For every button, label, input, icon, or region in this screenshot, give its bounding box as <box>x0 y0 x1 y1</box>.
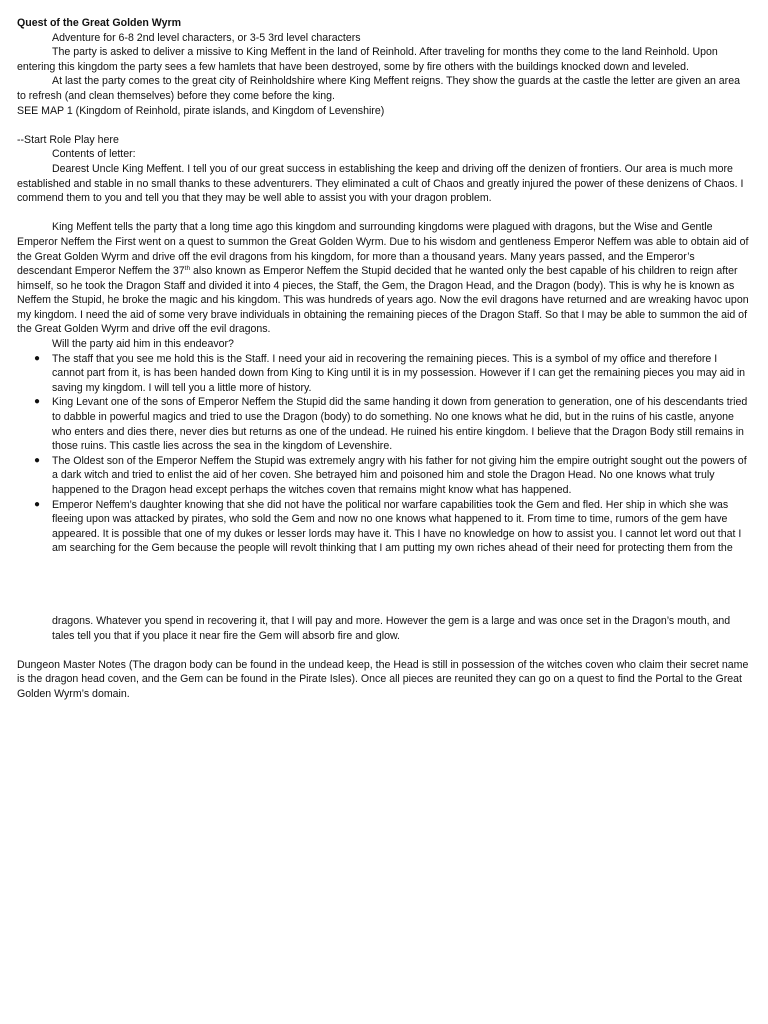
bullet-icon: ● <box>34 498 41 510</box>
bullet-continuation: dragons. Whatever you spend in recovering it, that I will pay and more. However the gem is a large and was once set in the Dragon’s mouth, and tales tell you that if you place it near fire the Gem will absorb fire and glow. <box>52 614 731 642</box>
bullet-icon: ● <box>34 352 41 364</box>
document-page <box>17 16 751 702</box>
bullet-item-levant <box>17 395 751 453</box>
blank-line <box>17 206 751 221</box>
bullet-text: King Levant one of the sons of Emperor Neffem the Stupid did the same handing it down from generation to generation, one of his descendants tried to dabble in powerful magics and tried to use the Dragon (body) to do something. No one knows what he did, but in the ruins of his castle, anyone who enters and dies there, never dies but returns as one of the undead. He ruined his entire kingdom. I believe that the Dragon Body still remains in those ruins. This castle lies across the sea in the kingdom of Levenshire. <box>52 396 748 453</box>
role-play-marker: --Start Role Play here <box>17 133 119 146</box>
bullet-item-staff <box>17 352 751 396</box>
letter-body: Dearest Uncle King Meffent. I tell you of our great success in establishing the keep and driving off the denizen of frontiers. Our area is much more established and stable in no small thanks to these adventurers. They eliminated a cult of Chaos and greatly injured the power of these denizens of Chaos. I commend them to you and tell you that they may be well able to assist you with your dragon problem. <box>17 162 744 205</box>
letter-heading: Contents of letter: <box>52 148 136 161</box>
document-title: Quest of the Great Golden Wyrm <box>17 17 182 29</box>
bullet-icon: ● <box>34 454 41 466</box>
adventure-subtitle: Adventure for 6-8 2nd level characters, or 3-5 3rd level characters <box>52 31 361 44</box>
map-reference: SEE MAP 1 (Kingdom of Reinhold, pirate islands, and Kingdom of Levenshire) <box>17 104 385 117</box>
blank-line <box>17 643 751 658</box>
bullet-text: Emperor Neffem’s daughter knowing that she did not have the political nor warfare capabilities took the Gem and fled. Her ship in which she was fleeing upon was attacked by pirates, who sold the Gem and now no one knows what happened to it. From time to time, rumors of the gem have appeared. It is possible that one of my dukes or lesser lords may have it. This I have no knowledge on how to assist you. I cannot let word out that I am searching for the Gem because the people will revolt thinking that I am putting my own riches ahead of their need for protecting them from the <box>52 498 742 555</box>
bullet-icon: ● <box>34 396 41 408</box>
intro-paragraph-1: The party is asked to deliver a missive to King Meffent in the land of Reinhold. After traveling for months they come to the land Reinhold. Upon entering this kingdom the party sees a few hamlets that have been destroyed, some by fire others with the buildings knocked down and leveled. <box>17 46 718 73</box>
bullet-item-oldest-son <box>17 454 751 498</box>
intro-paragraph-2: At last the party comes to the great city of Reinholdshire where King Meffent reigns. They show the guards at the castle the letter are given an area to refresh (and clean themselves) before they come before the king. <box>17 75 740 102</box>
bullet-item-daughter <box>17 498 751 556</box>
bullet-list <box>17 352 751 556</box>
dungeon-master-notes: Dungeon Master Notes (The dragon body can be found in the undead keep, the Head is still in possession of the witches coven who claim their secret name is the dragon head coven, and the Gem can be found in the Pirate Isles). Once all pieces are reunited they can go on a quest to find the Portal to the Great Golden Wyrm’s domain. <box>17 658 749 700</box>
bullet-text: The staff that you see me hold this is the Staff. I need your aid in recovering the remaining pieces. This is a symbol of my office and therefore I cannot part from it, is has been handed down from King to King until it is in my possession. However if I can get the remaining pieces you may aid in saving my kingdom. I will tell you a little more of history. <box>52 352 746 394</box>
page-break-gap <box>17 556 751 614</box>
history-paragraph <box>17 220 751 337</box>
ordinal-superscript: th <box>184 265 191 273</box>
bullet-text: The Oldest son of the Emperor Neffem the Stupid was extremely angry with his father for not giving him the empire outright sought out the powers of a dark witch and tried to enlist the aid of her coven. She betrayed him and poisoned him and stole the Dragon Head. No one knows what truly happened to the Dragon head except perhaps the witches coven that remains might know what has happened. <box>52 454 747 496</box>
aid-question: Will the party aid him in this endeavor? <box>52 338 234 351</box>
blank-line <box>17 118 751 133</box>
history-text-part-2: also known as Emperor Neffem the Stupid decided that he wanted only the best capable of his children to reign after himself, so he took the Dragon Staff and divided it into 4 pieces, the Staff, the Gem, the Dragon Head, and the Dragon (body). This is why he is known as Neffem the Stupid, he broke the magic and his kingdom. This was hundreds of years ago. Now the evil dragons have returned and are wreaking havoc upon my kingdom. I need the aid of some very brave individuals in obtaining the remaining pieces of the Dragon Staff. So that I may be able to summon the aid of the Great Golden Wyrm and drive off the evil dragons. <box>17 265 749 336</box>
history-text-part-1: King Meffent tells the party that a long time ago this kingdom and surrounding kingdoms were plagued with dragons, but the Wise and Gentle Emperor Neffem the First went on a quest to summon the Great Golden Wyrm. Due to his wisdom and gentleness Emperor Neffem was able to obtain aid of the Great Golden Wyrm and drive off the evil dragons from his kingdom, for more than a thousand years. Many years passed, and the Emperor’s descendant Emperor Neffem the 37 <box>17 221 749 278</box>
